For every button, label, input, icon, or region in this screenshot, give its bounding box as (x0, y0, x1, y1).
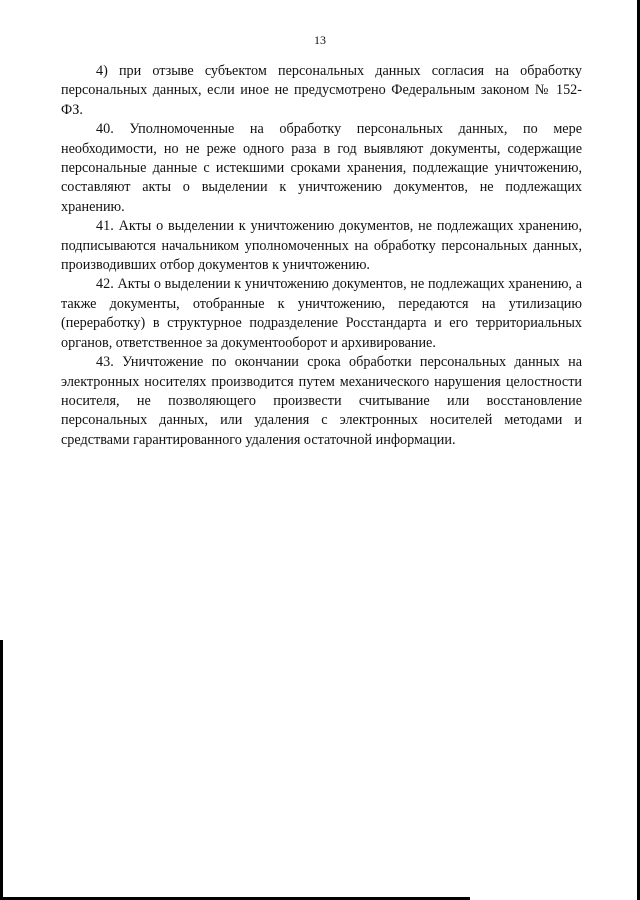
document-body (61, 62, 582, 450)
page-number: 13 (314, 33, 326, 47)
paragraph-item-4: 4) при отзыве субъектом персональных данных согласия на обработку персональных данных, если иное не предусмотрено Федеральным законом № 152-ФЗ. (61, 63, 582, 118)
paragraph-43: 43. Уничтожение по окончании срока обработки персональных данных на электронных носителях производится путем механического нарушения целостности носителя, не позволяющего произвести считывание или восстановление персональных данных, или удаления с электронных носителей методами и средствами гарантированного удаления остаточной информации. (61, 354, 582, 448)
paragraph-41: 41. Акты о выделении к уничтожению документов, не подлежащих хранению, подписываются начальником уполномоченных на обработку персональных данных, производивших отбор документов к уничтожению. (61, 218, 582, 274)
paragraph-40: 40. Уполномоченные на обработку персональных данных, по мере необходимости, но не реже одного раза в год выявляют документы, содержащие персональные данные с истекшими сроками хранения, подлежащие уничтожению, составляют акты о выделении к уничтожению документов, не подлежащих хранению. (61, 121, 582, 215)
paragraph-42: 42. Акты о выделении к уничтожению документов, не подлежащих хранению, а также документы, отобранные к уничтожению, передаются на утилизацию (переработку) в структурное подразделение Росстандарта и его территориальных органов, ответственное за документооборот и архивирование. (61, 276, 582, 351)
scan-edge-left (0, 640, 3, 900)
